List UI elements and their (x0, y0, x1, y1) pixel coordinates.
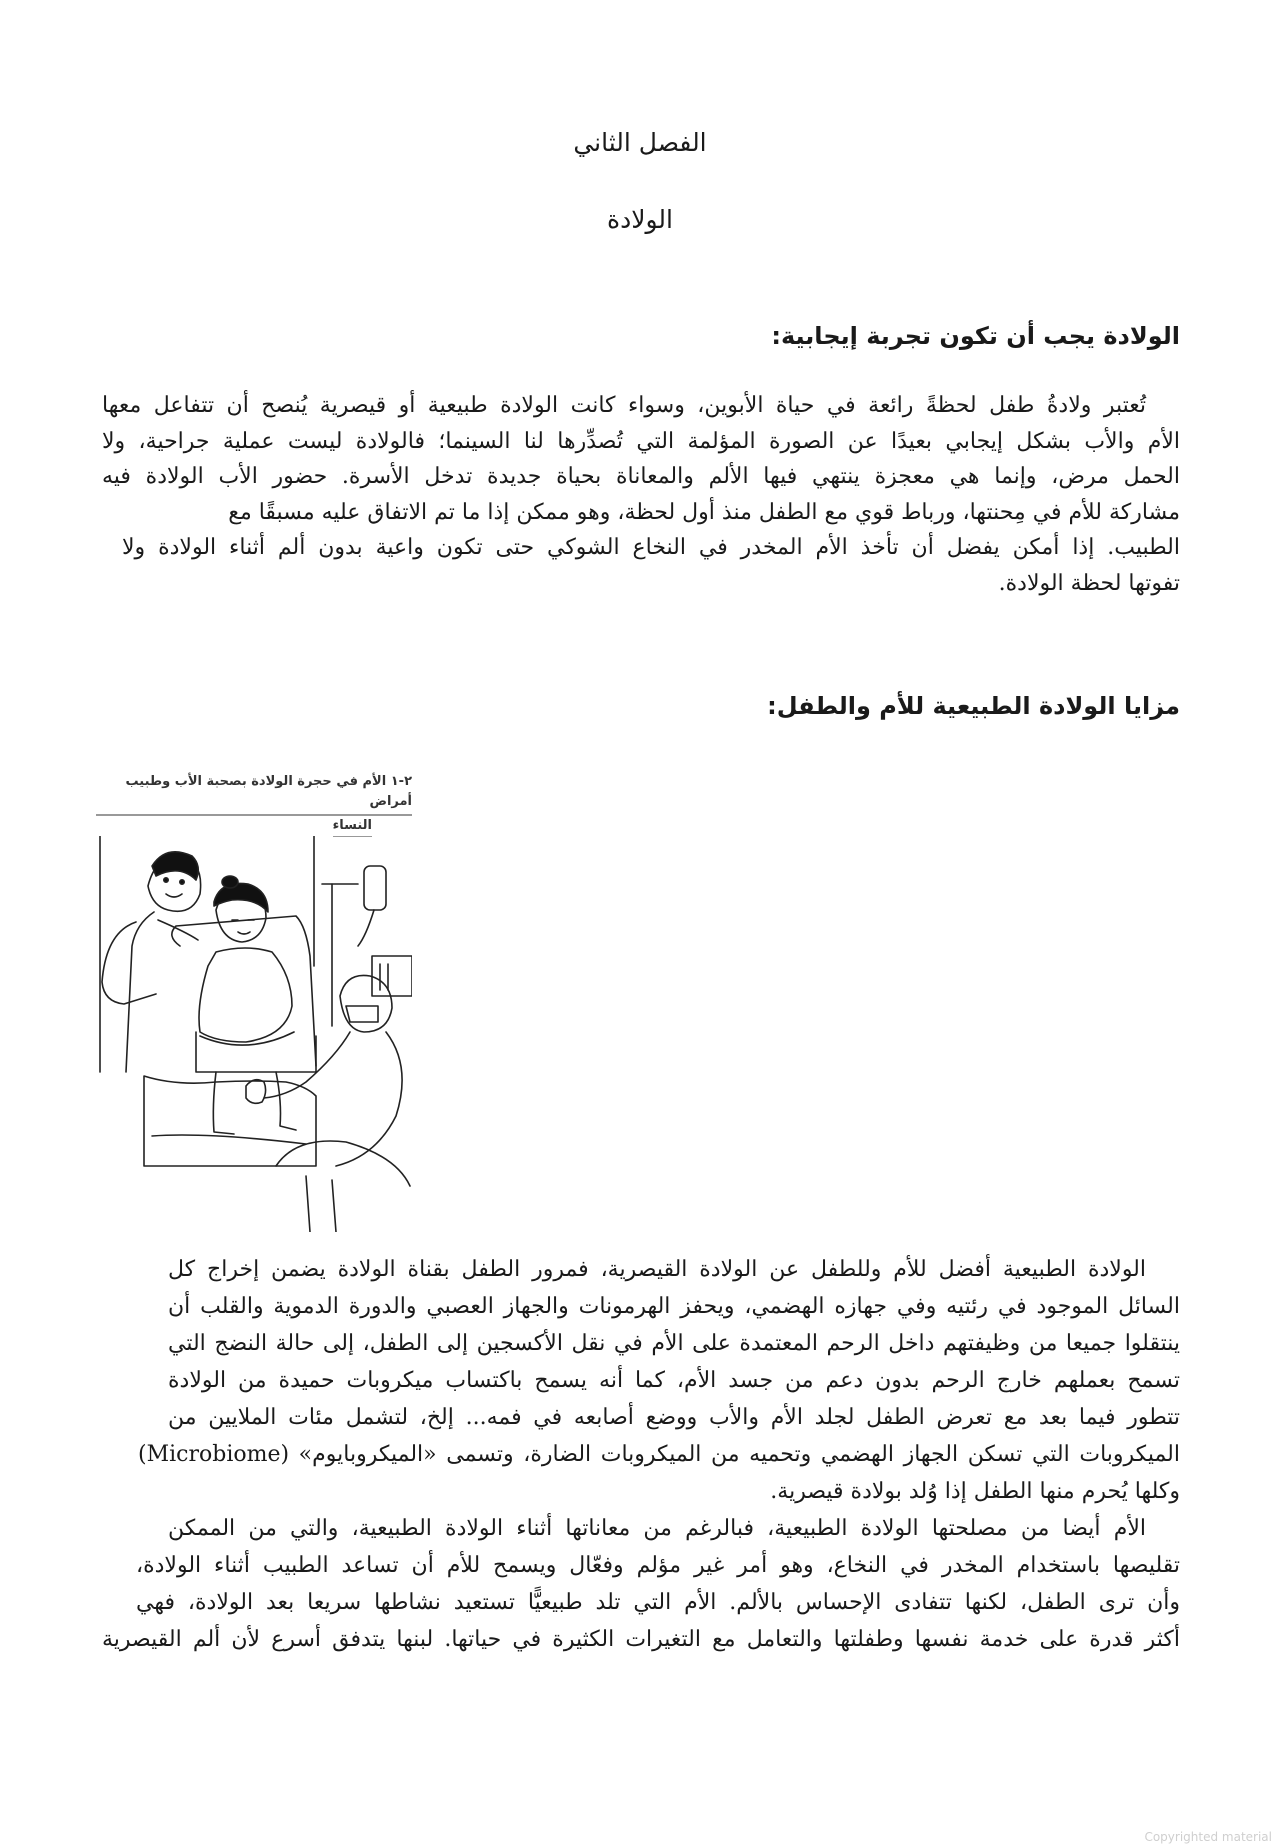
bed-back (172, 916, 316, 1066)
father-hair (152, 852, 198, 880)
chapter-title: الولادة (607, 205, 673, 234)
text-line: السائل الموجود في رئتيه وفي جهازه الهضمي، ويحفز الهرمونات والجهاز العصبي والدورة الدموية والقلب أن (168, 1294, 1180, 1319)
mother-leg (276, 1072, 296, 1130)
text-line: تفوتها لحظة الولادة. (998, 570, 1180, 596)
text-line: الحمل مرض، وإنما هي معجزة ينتهي فيها الألم والمعاناة بحياة جديدة تدخل الأسرة. حضور الأب الولادة فيه (102, 464, 1180, 489)
text-line: الميكروبات التي تسكن الجهاز الهضمي وتحميه من الميكروبات الضارة، وتسمى «الميكروبايوم» (Microbiome) (138, 1442, 1180, 1467)
copyright-watermark: Copyrighted material (1144, 1830, 1272, 1844)
text-line: تتطور فيما بعد مع تعرض الطفل لجلد الأم والأب ووضع أصابعه في فمه... إلخ، لتشمل مئات الملايين من (168, 1405, 1180, 1430)
text-line: مشاركة للأم في مِحنتها، ورباط قوي مع الطفل منذ أول لحظة، وهو ممكن إذا ما تم الاتفاق عليه مسبقًا مع (228, 499, 1180, 525)
text-line: الأم أيضا من مصلحتها الولادة الطبيعية، فبالرغم من معاناتها أثناء الولادة الطبيعية، والتي من الممكن (168, 1516, 1146, 1541)
text-line: وكلها يُحرم منها الطفل إذا وُلد بولادة قيصرية. (770, 1479, 1180, 1504)
text-line: أكثر قدرة على خدمة نفسها وطفلتها والتعامل مع التغيرات الكثيرة في حياتها. لبنها يتدفق أسرع لأن ألم القيصرية (102, 1627, 1180, 1652)
text-line: تُعتبر ولادةُ طفل لحظةً رائعة في حياة الأبوين، وسواء كانت الولادة طبيعية أو قيصرية يُنصح أن تتفاعل معها (102, 393, 1146, 418)
delivery-room-illustration (96, 836, 412, 1232)
doctor-body (336, 1032, 402, 1166)
text-line: تقليصها باستخدام المخدر في النخاع، وهو أمر غير مؤلم وفعّال ويسمح للأم أن تساعد الطبيب أثناء الولادة، (136, 1553, 1180, 1578)
paragraph-positive-experience (102, 388, 1180, 601)
figure-caption-line: ٢-١ الأم في حجرة الولادة بصحبة الأب وطبيب أمراض (96, 772, 412, 816)
chapter-number: الفصل الثاني (573, 128, 707, 157)
figure-caption (96, 772, 412, 837)
doctor-mask (346, 1006, 378, 1022)
doctor-head (340, 975, 392, 1032)
text-line: الأم والأب بشكل إيجابي بعيدًا عن الصورة المؤلمة التي تُصدِّرها لنا السينما؛ فالولادة ليست عملية جراحية، ولا (102, 428, 1180, 454)
iv-tube (358, 910, 374, 946)
section-heading-positive-experience: الولادة يجب أن تكون تجربة إيجابية: (771, 322, 1180, 350)
father-body (126, 912, 154, 1072)
doctor-hand (246, 1080, 266, 1104)
paragraph-natural-birth-benefits (102, 1251, 1180, 1658)
text-line: وأن ترى الطفل، لكنها تتفادى الإحساس بالألم. الأم التي تلد طبيعيًّا تستعيد نشاطها سريعا بعد الولادة، فهي (136, 1590, 1180, 1615)
section-heading-natural-birth-benefits: مزايا الولادة الطبيعية للأم والطفل: (767, 692, 1180, 720)
monitor (372, 956, 412, 996)
figure-caption-line: النساء (333, 816, 372, 837)
text-line: ينتقلوا جميعا من وظيفتهم داخل الرحم المعتمدة على الأم في نقل الأكسجين إلى الطفل، إلى حالة النضج التي (168, 1331, 1180, 1356)
mother-belly (199, 948, 292, 1042)
text-line: تسمح بعملهم خارج الرحم بدون دعم من جسد الأم، كما أنه يسمح باكتساب ميكروبات حميدة من الولادة (168, 1368, 1180, 1393)
text-line: الطبيب. إذا أمكن يفضل أن تأخذ الأم المخدر في النخاع الشوكي حتى تكون واعية بدون ألم أثناء الولادة ولا (122, 535, 1180, 560)
doctor-arm (264, 1032, 350, 1098)
father-arm (102, 922, 156, 1004)
text-line: الولادة الطبيعية أفضل للأم وللطفل عن الولادة القيصرية، فمرور الطفل بقناة الولادة يضمن إخراج كل (168, 1257, 1146, 1282)
mother-hair (214, 883, 268, 912)
figure-delivery-room (96, 772, 412, 1232)
iv-bag (364, 866, 386, 910)
